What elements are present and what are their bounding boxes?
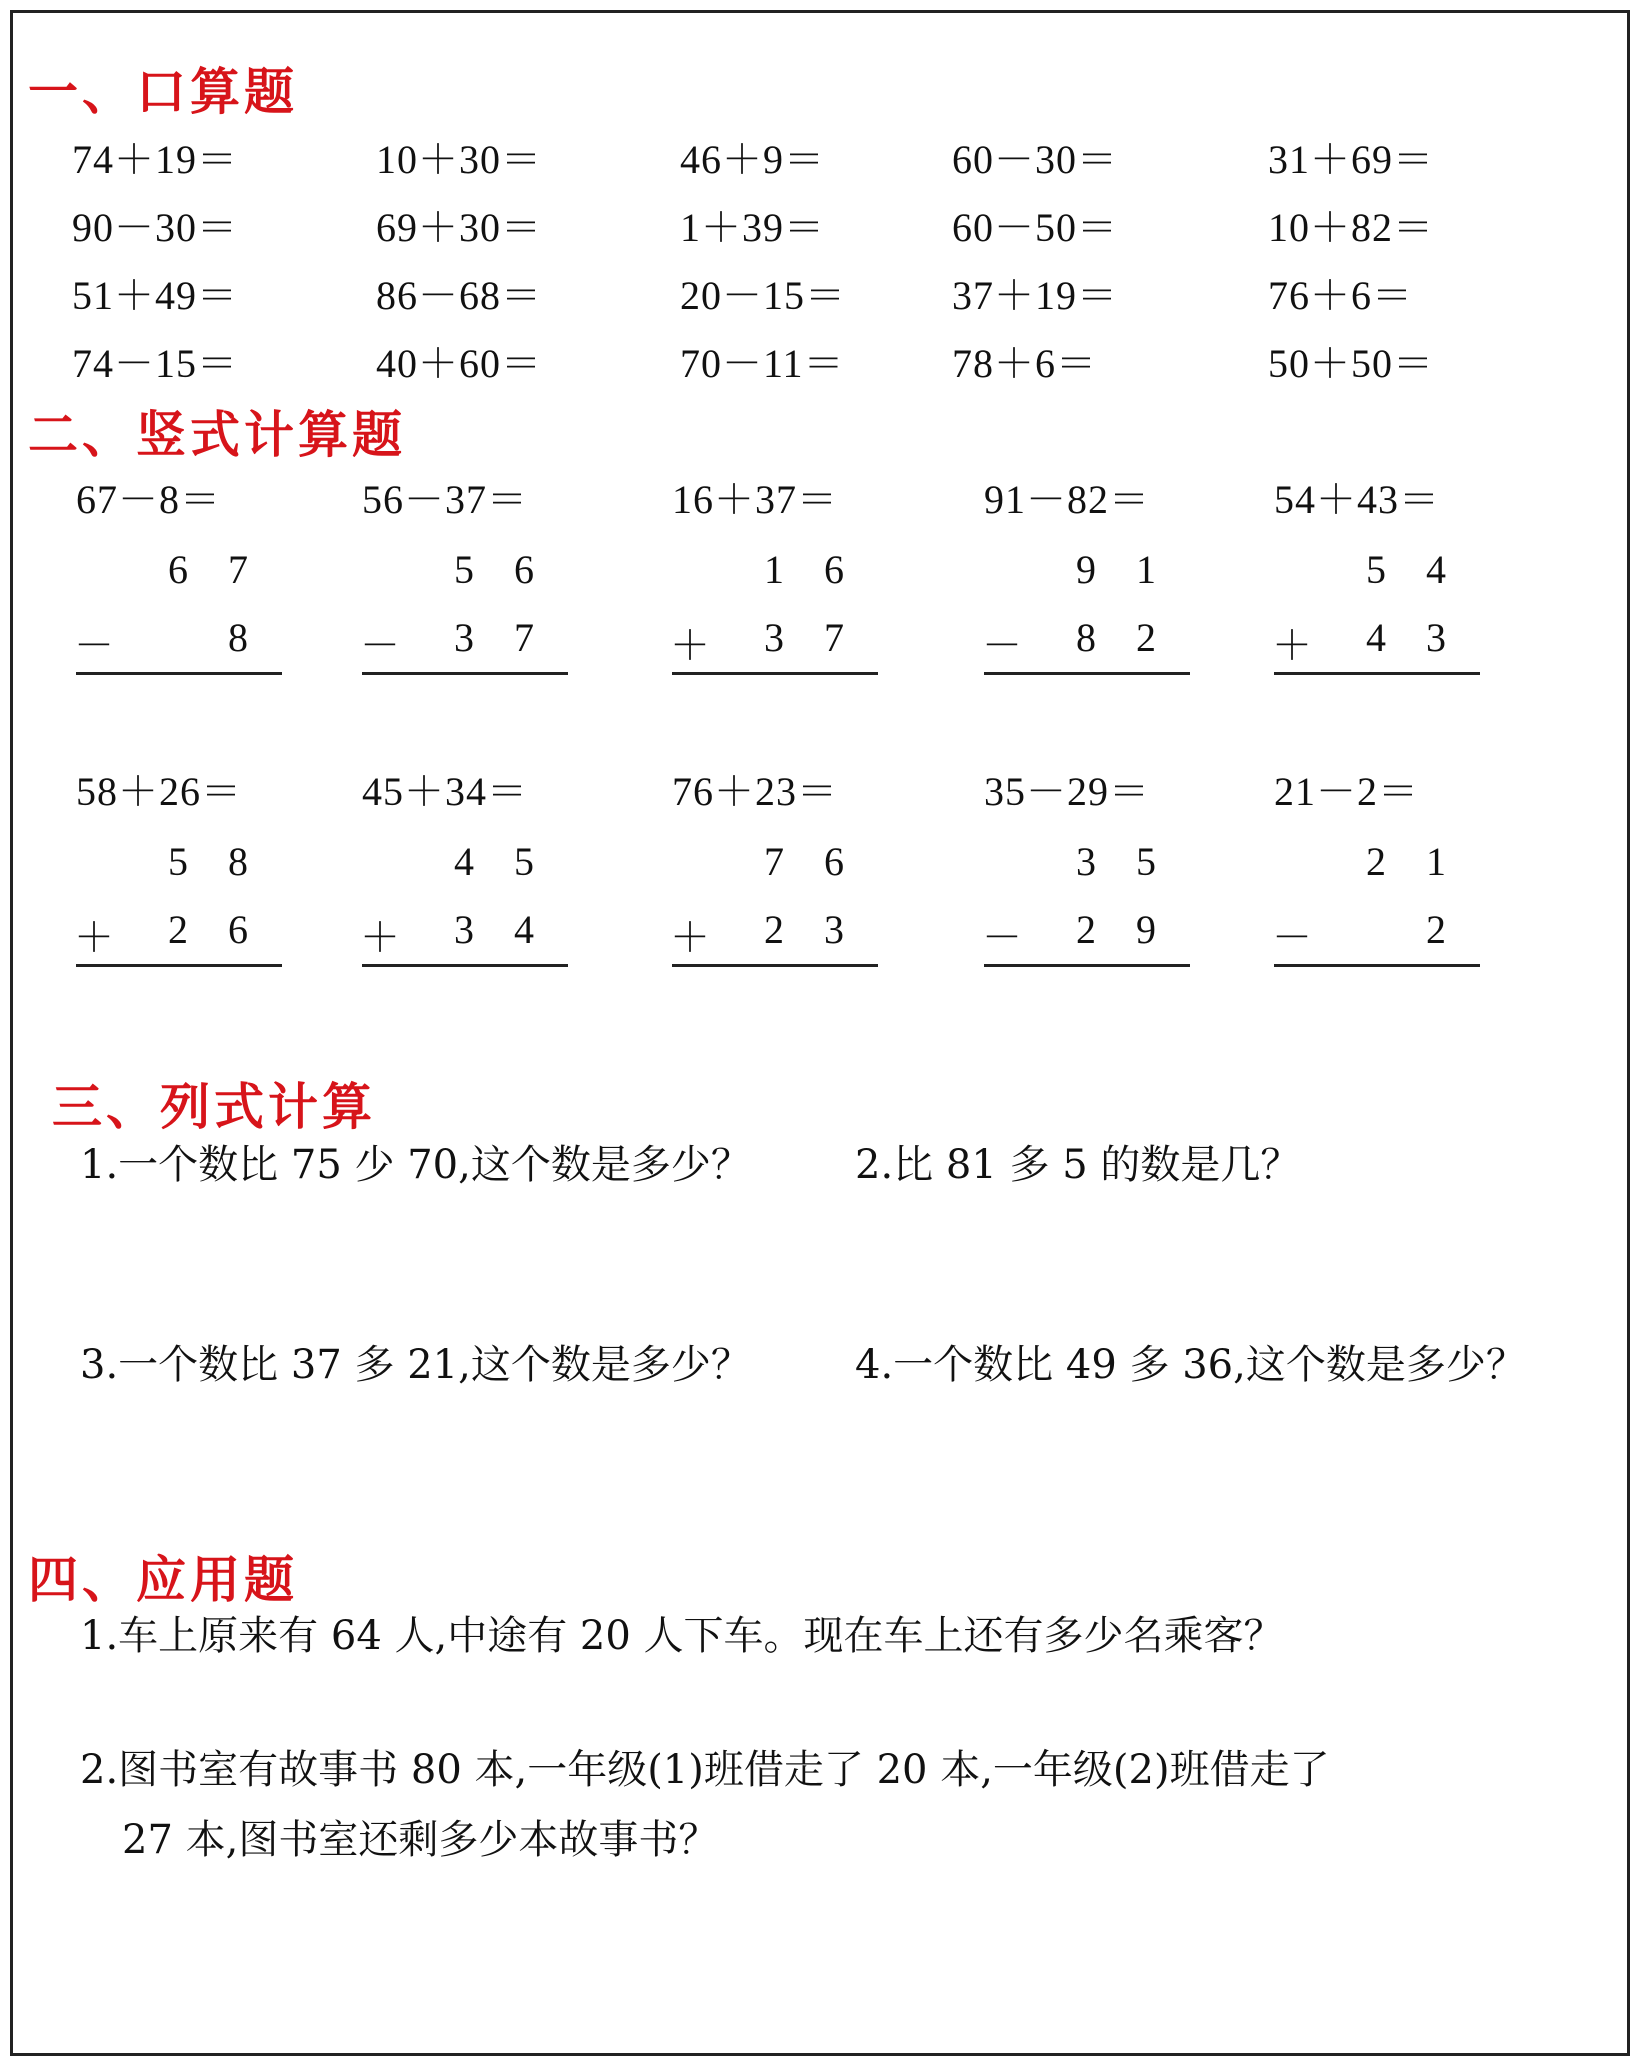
vertical-bottom-tens-digit: 2 xyxy=(764,907,784,952)
vertical-top-ones-digit: 1 xyxy=(1426,839,1446,884)
vertical-answer-line xyxy=(76,672,282,675)
vertical-top-tens-digit: 5 xyxy=(168,839,188,884)
vertical-top-tens-digit: 6 xyxy=(168,547,188,592)
vertical-bottom-ones-digit: 6 xyxy=(228,907,248,952)
oral-problem: 74＋19＝ xyxy=(72,137,238,182)
applied-question-2-line-2: 27 本,图书室还剩多少本故事书？ xyxy=(122,1817,719,1863)
vertical-operator-sign: ＋ xyxy=(670,623,710,668)
vertical-bottom-tens-digit: 3 xyxy=(454,907,474,952)
vertical-top-ones-digit: 6 xyxy=(824,839,844,884)
vertical-problem-equation: 58＋26＝ xyxy=(76,769,242,814)
vertical-bottom-ones-digit: 9 xyxy=(1136,907,1156,952)
vertical-problem-equation: 45＋34＝ xyxy=(362,769,528,814)
vertical-operator-sign: － xyxy=(982,623,1022,668)
section-title-applied: 四、应用题 xyxy=(28,1550,298,1609)
vertical-top-ones-digit: 4 xyxy=(1426,547,1446,592)
vertical-operator-sign: ＋ xyxy=(360,915,400,960)
oral-problem: 60－30＝ xyxy=(952,137,1118,182)
vertical-bottom-tens-digit: 4 xyxy=(1366,615,1386,660)
vertical-answer-line xyxy=(76,964,282,967)
vertical-top-tens-digit: 9 xyxy=(1076,547,1096,592)
vertical-top-ones-digit: 7 xyxy=(228,547,248,592)
vertical-problem-equation: 76＋23＝ xyxy=(672,769,838,814)
vertical-top-ones-digit: 6 xyxy=(824,547,844,592)
oral-problem: 69＋30＝ xyxy=(376,205,542,250)
vertical-answer-line xyxy=(362,672,568,675)
vertical-problem-equation: 67－8＝ xyxy=(76,477,221,522)
vertical-bottom-ones-digit: 8 xyxy=(228,615,248,660)
section-title-oral: 一、口算题 xyxy=(28,62,298,121)
oral-problem: 10＋82＝ xyxy=(1268,205,1434,250)
vertical-problem-equation: 16＋37＝ xyxy=(672,477,838,522)
oral-problem: 90－30＝ xyxy=(72,205,238,250)
oral-problem: 37＋19＝ xyxy=(952,273,1118,318)
vertical-answer-line xyxy=(362,964,568,967)
vertical-top-tens-digit: 2 xyxy=(1366,839,1386,884)
vertical-bottom-ones-digit: 2 xyxy=(1426,907,1446,952)
vertical-bottom-ones-digit: 2 xyxy=(1136,615,1156,660)
vertical-top-ones-digit: 8 xyxy=(228,839,248,884)
oral-problem: 74－15＝ xyxy=(72,341,238,386)
vertical-answer-line xyxy=(1274,964,1480,967)
listing-question-4: 4.一个数比 49 多 36,这个数是多少？ xyxy=(855,1342,1526,1388)
vertical-top-tens-digit: 3 xyxy=(1076,839,1096,884)
vertical-operator-sign: － xyxy=(74,623,114,668)
section-title-vertical: 二、竖式计算题 xyxy=(28,405,406,464)
listing-question-2: 2.比 81 多 5 的数是几？ xyxy=(855,1142,1301,1188)
oral-problem: 10＋30＝ xyxy=(376,137,542,182)
vertical-operator-sign: － xyxy=(360,623,400,668)
oral-problem: 86－68＝ xyxy=(376,273,542,318)
applied-question-1: 1.车上原来有 64 人,中途有 20 人下车。现在车上还有多少名乘客？ xyxy=(80,1613,1284,1659)
oral-problem: 31＋69＝ xyxy=(1268,137,1434,182)
vertical-problem-equation: 35－29＝ xyxy=(984,769,1150,814)
vertical-answer-line xyxy=(1274,672,1480,675)
vertical-answer-line xyxy=(984,964,1190,967)
vertical-bottom-ones-digit: 4 xyxy=(514,907,534,952)
vertical-bottom-tens-digit: 8 xyxy=(1076,615,1096,660)
vertical-top-tens-digit: 1 xyxy=(764,547,784,592)
vertical-bottom-tens-digit: 2 xyxy=(168,907,188,952)
vertical-bottom-tens-digit: 2 xyxy=(1076,907,1096,952)
oral-problem: 76＋6＝ xyxy=(1268,273,1413,318)
vertical-operator-sign: ＋ xyxy=(74,915,114,960)
vertical-bottom-ones-digit: 3 xyxy=(1426,615,1446,660)
vertical-answer-line xyxy=(672,964,878,967)
vertical-top-tens-digit: 5 xyxy=(1366,547,1386,592)
vertical-top-tens-digit: 7 xyxy=(764,839,784,884)
vertical-top-tens-digit: 4 xyxy=(454,839,474,884)
oral-problem: 50＋50＝ xyxy=(1268,341,1434,386)
oral-problem: 60－50＝ xyxy=(952,205,1118,250)
vertical-top-tens-digit: 5 xyxy=(454,547,474,592)
oral-problem: 1＋39＝ xyxy=(680,205,825,250)
applied-question-2-line-1: 2.图书室有故事书 80 本,一年级(1)班借走了 20 本,一年级(2)班借走了 xyxy=(80,1747,1330,1793)
vertical-problem-equation: 54＋43＝ xyxy=(1274,477,1440,522)
vertical-answer-line xyxy=(984,672,1190,675)
vertical-operator-sign: － xyxy=(1272,915,1312,960)
vertical-bottom-ones-digit: 7 xyxy=(824,615,844,660)
oral-problem: 40＋60＝ xyxy=(376,341,542,386)
vertical-top-ones-digit: 1 xyxy=(1136,547,1156,592)
vertical-operator-sign: ＋ xyxy=(1272,623,1312,668)
vertical-bottom-ones-digit: 7 xyxy=(514,615,534,660)
listing-question-1: 1.一个数比 75 少 70,这个数是多少？ xyxy=(80,1142,751,1188)
oral-problem: 78＋6＝ xyxy=(952,341,1097,386)
oral-problem: 51＋49＝ xyxy=(72,273,238,318)
vertical-bottom-tens-digit: 3 xyxy=(454,615,474,660)
vertical-bottom-tens-digit: 3 xyxy=(764,615,784,660)
vertical-problem-equation: 56－37＝ xyxy=(362,477,528,522)
vertical-top-ones-digit: 5 xyxy=(1136,839,1156,884)
vertical-bottom-ones-digit: 3 xyxy=(824,907,844,952)
vertical-operator-sign: － xyxy=(982,915,1022,960)
vertical-answer-line xyxy=(672,672,878,675)
vertical-top-ones-digit: 6 xyxy=(514,547,534,592)
oral-problem: 20－15＝ xyxy=(680,273,846,318)
vertical-operator-sign: ＋ xyxy=(670,915,710,960)
vertical-problem-equation: 21－2＝ xyxy=(1274,769,1419,814)
vertical-problem-equation: 91－82＝ xyxy=(984,477,1150,522)
vertical-top-ones-digit: 5 xyxy=(514,839,534,884)
listing-question-3: 3.一个数比 37 多 21,这个数是多少？ xyxy=(80,1342,751,1388)
oral-problem: 46＋9＝ xyxy=(680,137,825,182)
section-title-listing: 三、列式计算 xyxy=(52,1077,376,1136)
oral-problem: 70－11＝ xyxy=(680,341,845,386)
